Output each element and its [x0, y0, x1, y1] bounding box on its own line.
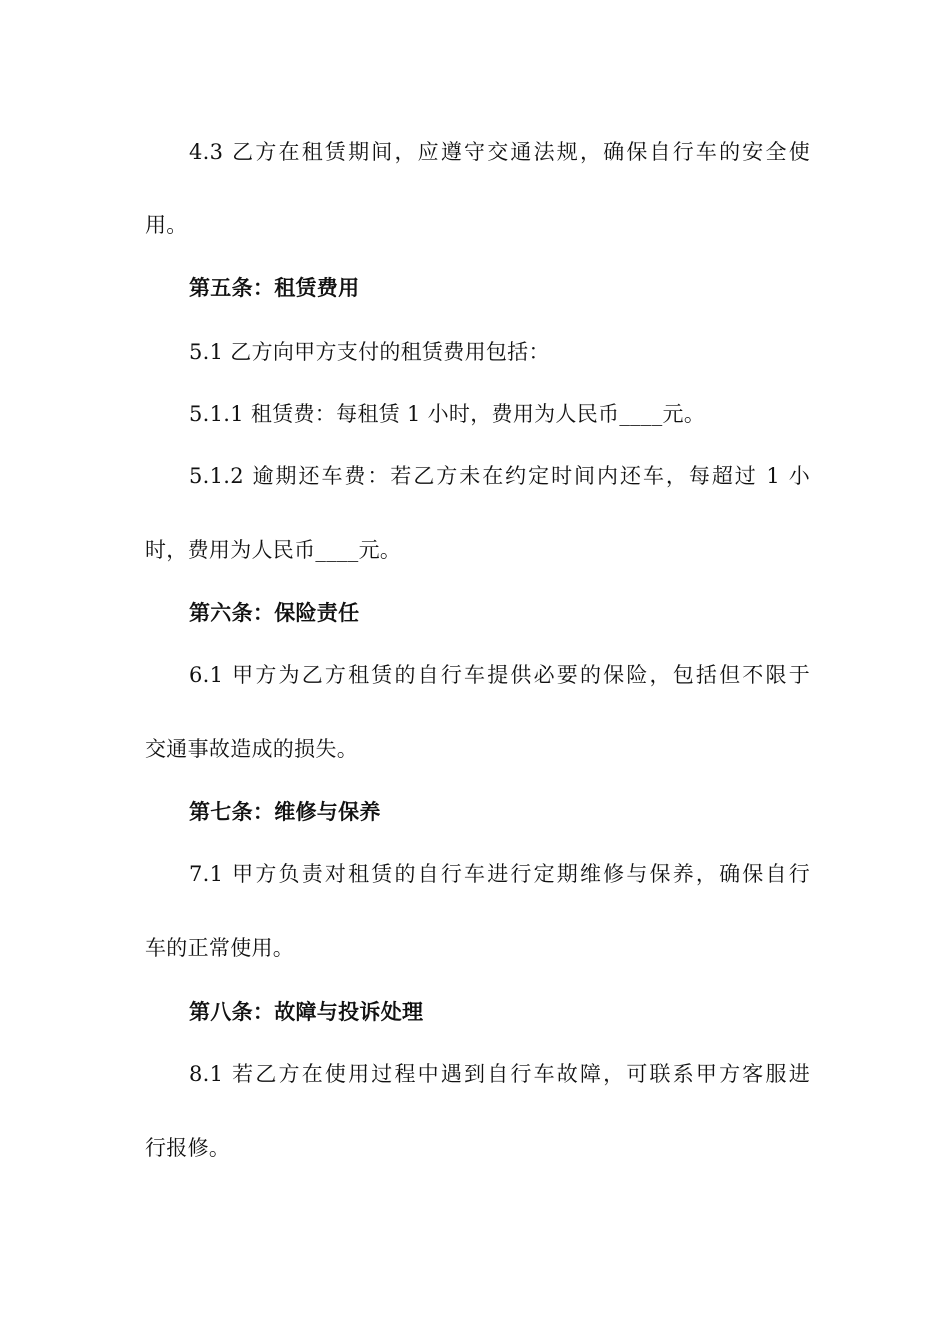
clause-8-1-line-2: 行报修。 [145, 1136, 231, 1160]
section-heading-article-7: 第七条：维修与保养 [189, 800, 381, 824]
section-heading-article-8: 第八条：故障与投诉处理 [189, 1000, 424, 1024]
clause-4-3-line-1: 4.3 乙方在租赁期间，应遵守交通法规，确保自行车的安全使 [189, 140, 810, 164]
clause-5-1-2-line-2: 时，费用为人民币____元。 [145, 538, 402, 562]
section-heading-article-5: 第五条：租赁费用 [189, 276, 360, 300]
section-heading-article-6: 第六条：保险责任 [189, 601, 360, 625]
clause-5-1-2-line-1: 5.1.2 逾期还车费：若乙方未在约定时间内还车，每超过 1 小 [189, 464, 810, 488]
clause-7-1-line-2: 车的正常使用。 [145, 936, 295, 960]
clause-8-1-line-1: 8.1 若乙方在使用过程中遇到自行车故障，可联系甲方客服进 [189, 1062, 810, 1086]
clause-5-1: 5.1 乙方向甲方支付的租赁费用包括： [189, 340, 550, 364]
clause-4-3-line-2: 用。 [145, 213, 188, 237]
clause-7-1-line-1: 7.1 甲方负责对租赁的自行车进行定期维修与保养，确保自行 [189, 862, 810, 886]
clause-5-1-1: 5.1.1 租赁费：每租赁 1 小时，费用为人民币____元。 [189, 402, 706, 426]
clause-6-1-line-2: 交通事故造成的损失。 [145, 737, 358, 761]
clause-6-1-line-1: 6.1 甲方为乙方租赁的自行车提供必要的保险，包括但不限于 [189, 663, 810, 687]
